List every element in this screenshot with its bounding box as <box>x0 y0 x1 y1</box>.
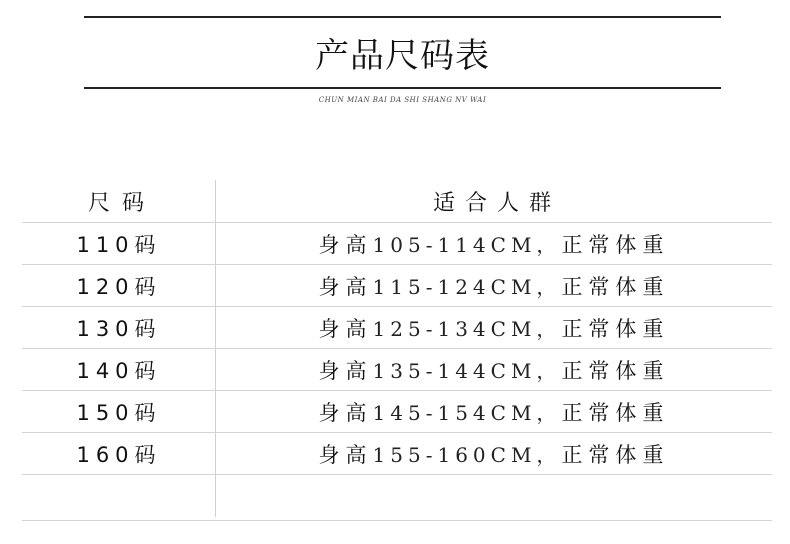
table-header-row <box>22 180 772 223</box>
title-bottom-rule <box>84 87 721 89</box>
table-row <box>22 265 772 307</box>
table-row <box>22 433 772 475</box>
table-row <box>22 349 772 391</box>
table-row <box>22 223 772 265</box>
header-size: 尺码 <box>87 190 156 216</box>
size-cell: 110码 <box>76 232 162 257</box>
fit-cell: 身高155-160CM，正常体重 <box>318 442 670 467</box>
page-title: 产品尺码表 <box>315 36 490 76</box>
size-table <box>22 180 772 521</box>
fit-cell: 身高145-154CM，正常体重 <box>318 400 670 425</box>
size-cell: 130码 <box>76 316 162 341</box>
size-cell: 140码 <box>76 358 162 383</box>
table-row <box>22 307 772 349</box>
decorative-subtitle: CHUN MIAN BAI DA SHI SHANG NV WAI <box>318 96 487 104</box>
fit-cell: 身高105-114CM，正常体重 <box>318 232 670 257</box>
table-row-empty <box>22 475 772 521</box>
fit-cell: 身高135-144CM，正常体重 <box>318 358 670 383</box>
size-cell: 120码 <box>76 274 162 299</box>
header-fit: 适合人群 <box>432 190 561 216</box>
fit-cell: 身高115-124CM，正常体重 <box>318 274 670 299</box>
title-top-rule <box>84 16 721 18</box>
fit-cell: 身高125-134CM，正常体重 <box>318 316 670 341</box>
size-cell: 150码 <box>76 400 162 425</box>
table-row <box>22 391 772 433</box>
size-cell: 160码 <box>76 442 162 467</box>
